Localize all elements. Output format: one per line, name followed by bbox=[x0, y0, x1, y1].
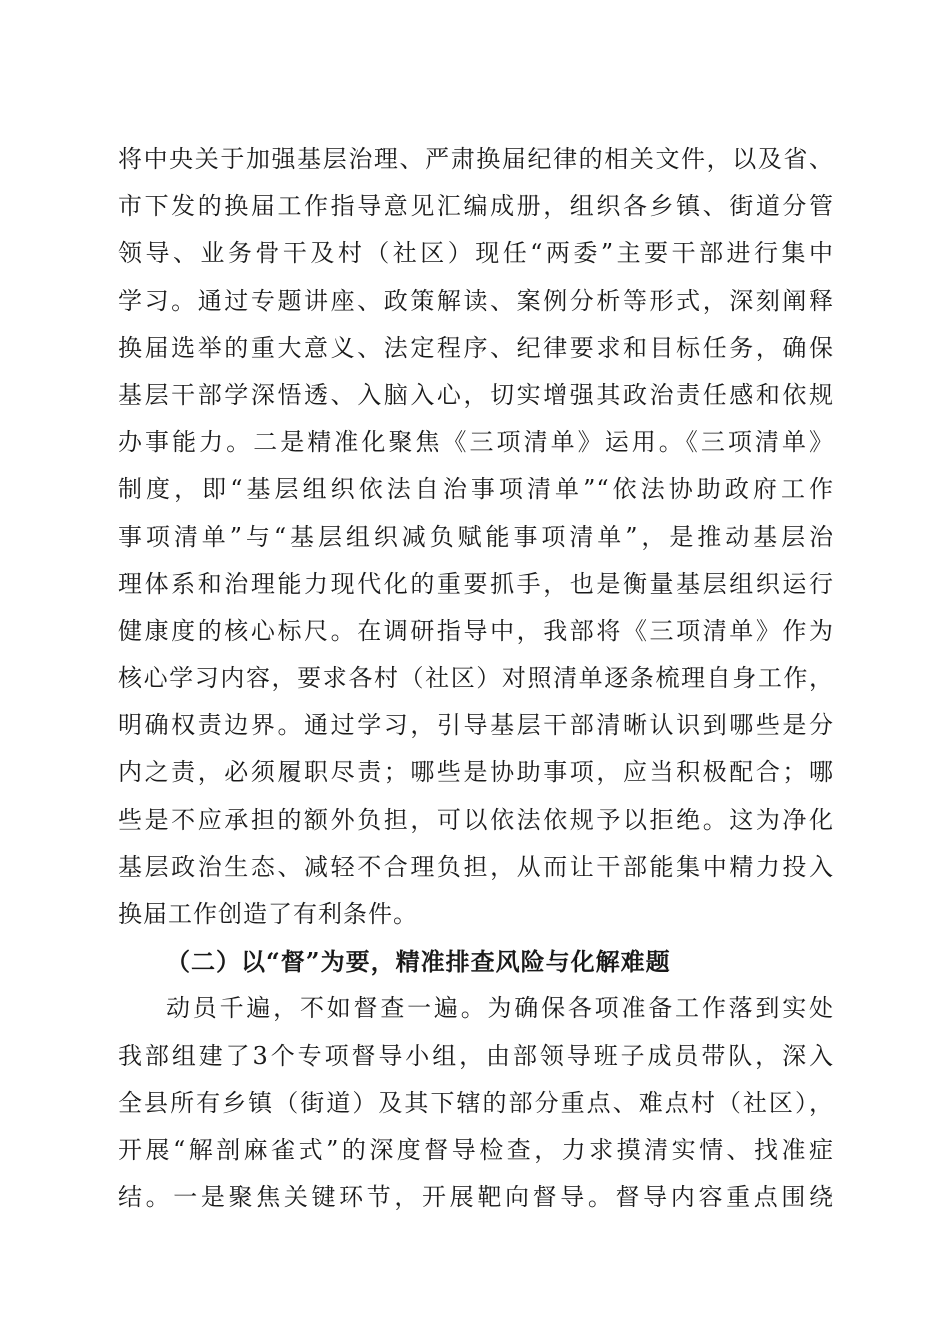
text-line: 将中央关于加强基层治理、严肃换届纪律的相关文件，以及省、 bbox=[118, 145, 834, 173]
paragraph-first-line: 动员千遍，不如督查一遍。为确保各项准备工作落到实处 bbox=[166, 994, 834, 1023]
text-line: 制度，即“基层组织依法自治事项清单”“依法协助政府工作 bbox=[118, 475, 834, 504]
text-line: 换届选举的重大意义、法定程序、纪律要求和目标任务，确保 bbox=[118, 333, 834, 362]
text-line: 结。一是聚焦关键环节，开展靶向督导。督导内容重点围绕 bbox=[118, 1183, 834, 1212]
text-line: 些是不应承担的额外负担，可以依法依规予以拒绝。这为净化 bbox=[118, 805, 834, 834]
text-line: 基层政治生态、减轻不合理负担，从而让干部能集中精力投入 bbox=[118, 852, 834, 881]
text-line: 全县所有乡镇（街道）及其下辖的部分重点、难点村（社区）， bbox=[118, 1088, 834, 1117]
section-heading: （二）以“督”为要，精准排查风险与化解难题 bbox=[166, 947, 671, 977]
text-line: 办事能力。二是精准化聚焦《三项清单》运用。《三项清单》 bbox=[118, 428, 834, 457]
text-line: 健康度的核心标尺。在调研指导中，我部将《三项清单》作为 bbox=[118, 616, 834, 645]
text-line: 核心学习内容，要求各村（社区）对照清单逐条梳理自身工作， bbox=[118, 664, 834, 693]
document-body bbox=[118, 136, 834, 1221]
text-line: 内之责，必须履职尽责；哪些是协助事项，应当积极配合；哪 bbox=[118, 758, 834, 787]
text-line: 领导、业务骨干及村（社区）现任“两委”主要干部进行集中 bbox=[118, 239, 834, 268]
text-line: 我部组建了3个专项督导小组，由部领导班子成员带队，深入 bbox=[118, 1041, 834, 1070]
text-line: 基层干部学深悟透、入脑入心，切实增强其政治责任感和依规 bbox=[118, 380, 834, 409]
paragraph-end-line: 换届工作创造了有利条件。 bbox=[118, 900, 418, 928]
text-line: 明确权责边界。通过学习，引导基层干部清晰认识到哪些是分 bbox=[118, 711, 834, 740]
text-line: 市下发的换届工作指导意见汇编成册，组织各乡镇、街道分管 bbox=[118, 192, 834, 221]
text-line: 学习。通过专题讲座、政策解读、案例分析等形式，深刻阐释 bbox=[118, 286, 834, 315]
text-line: 理体系和治理能力现代化的重要抓手，也是衡量基层组织运行 bbox=[118, 569, 834, 598]
text-line: 事项清单”与“基层组织减负赋能事项清单”，是推动基层治 bbox=[118, 522, 834, 551]
text-line: 开展“解剖麻雀式”的深度督导检查，力求摸清实情、找准症 bbox=[118, 1135, 834, 1164]
